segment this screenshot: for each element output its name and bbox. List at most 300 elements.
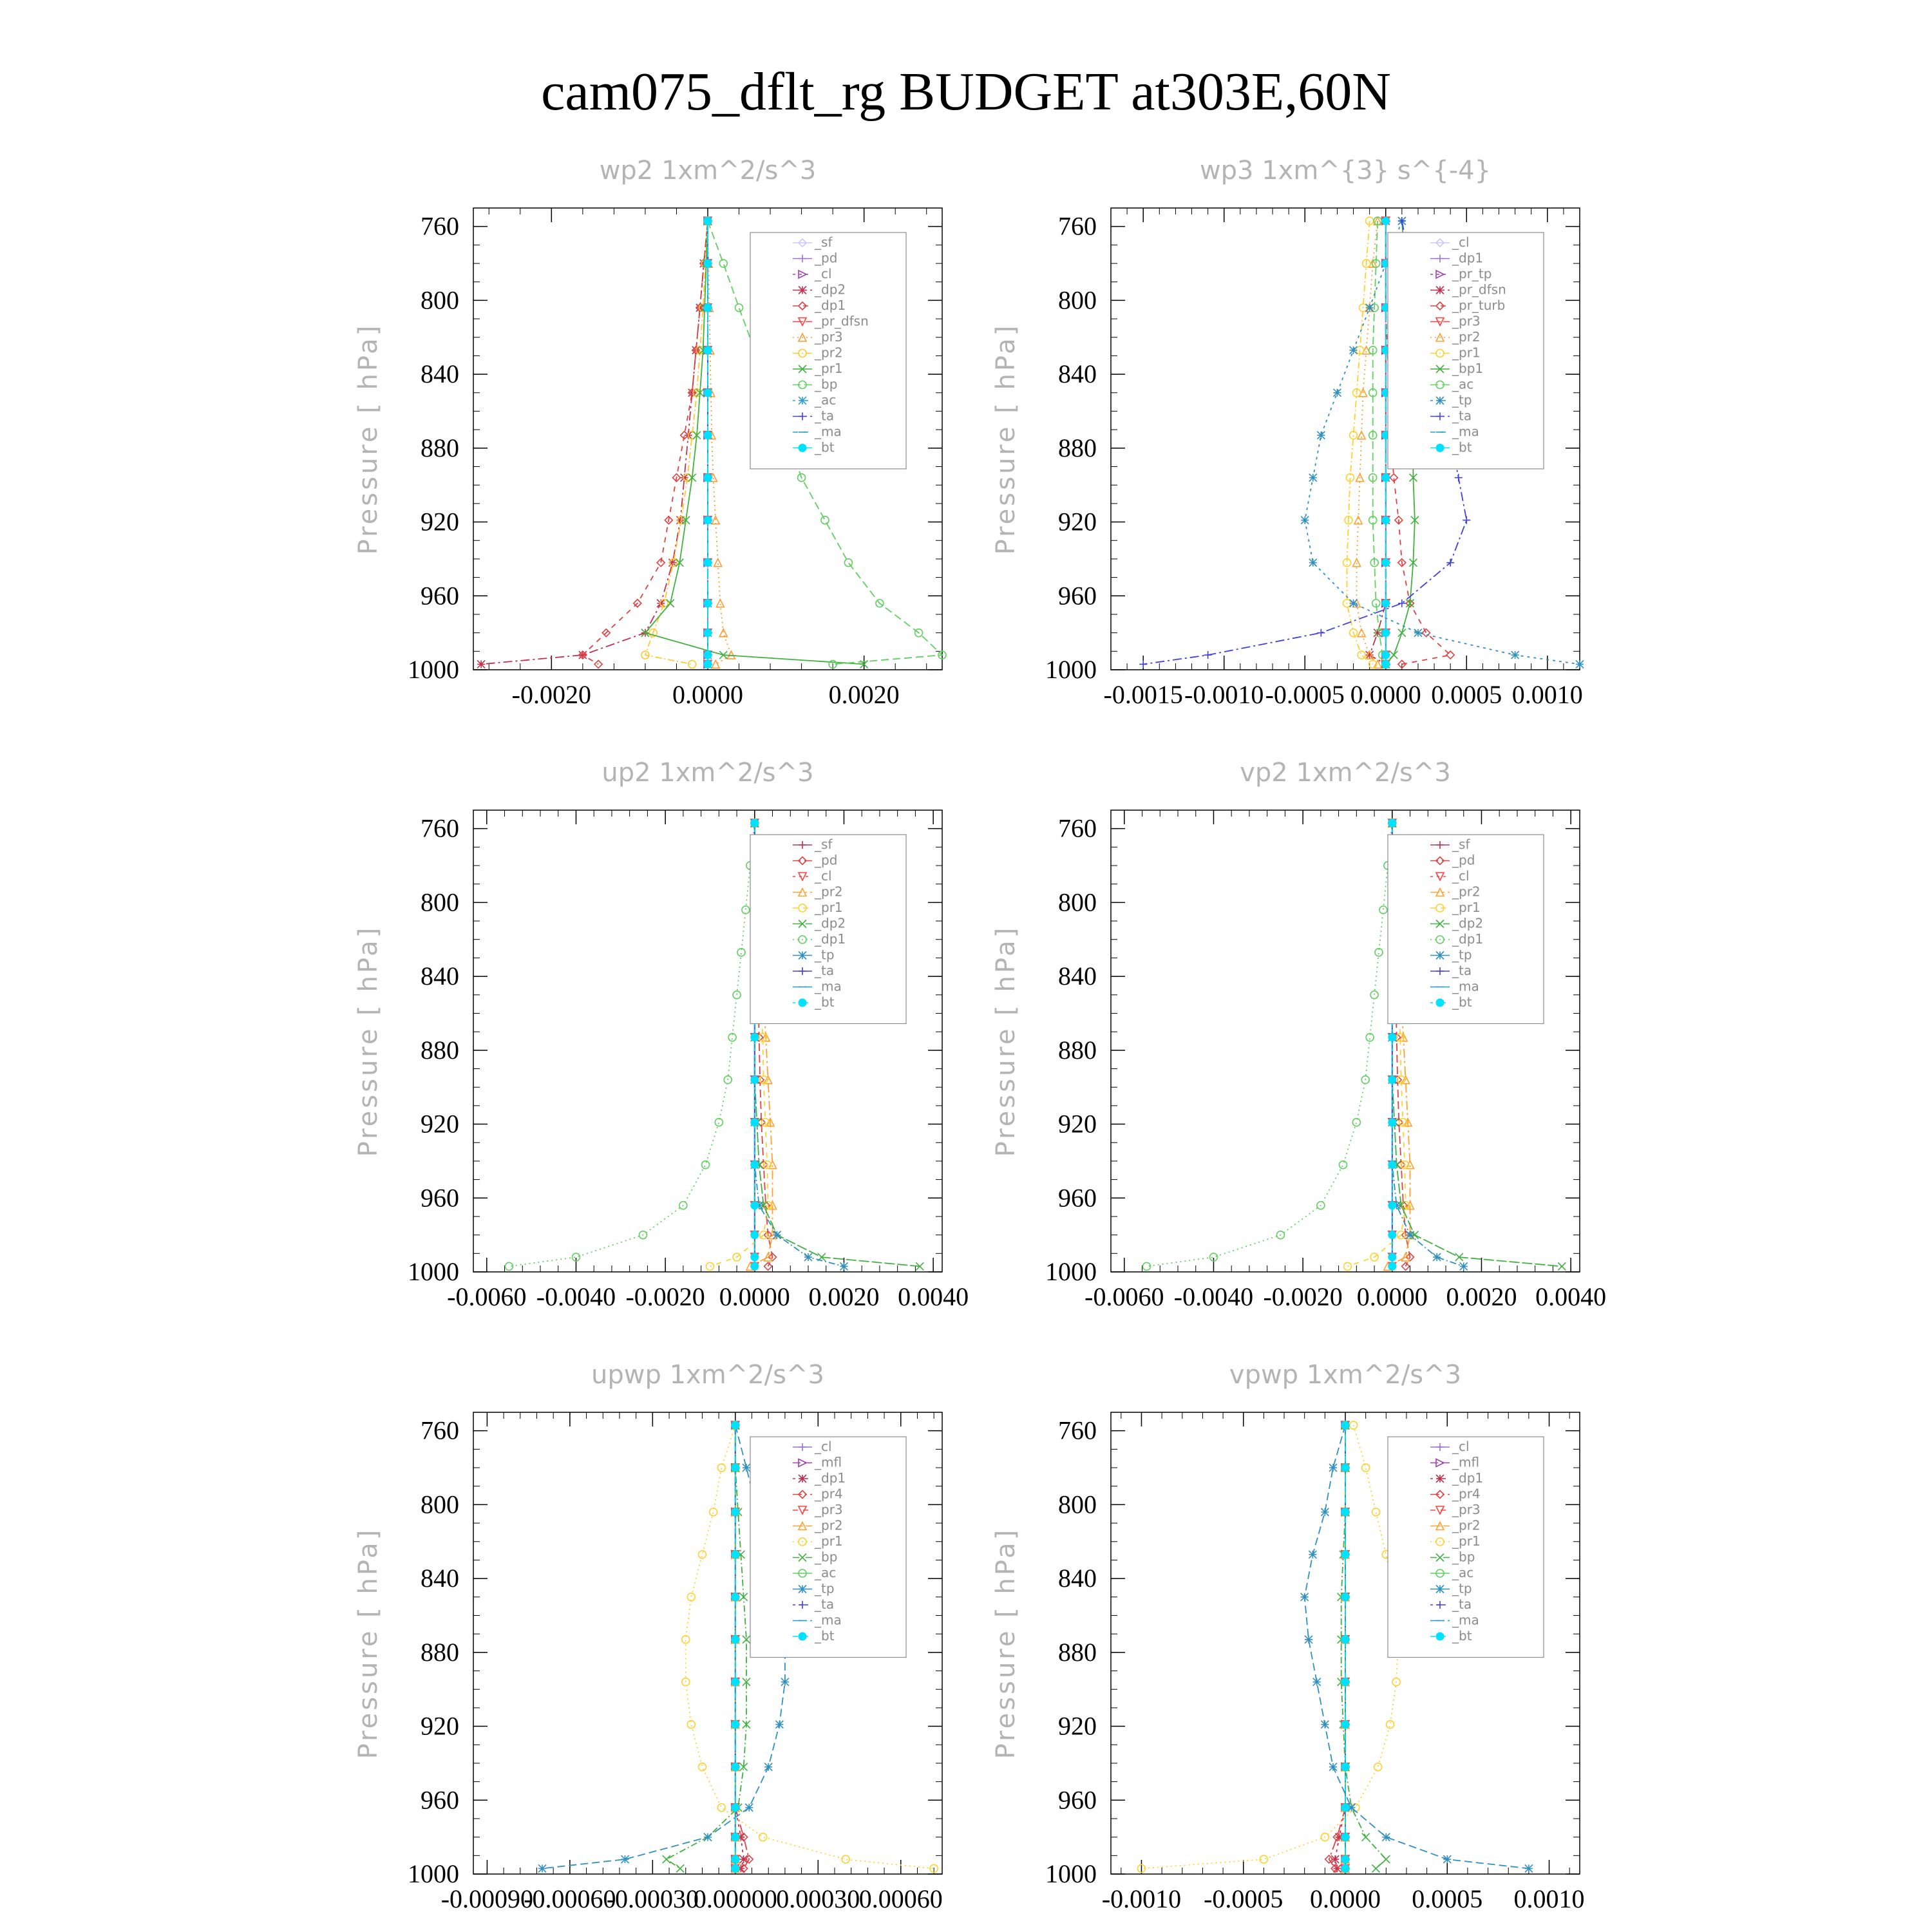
legend-label: _pr_tp (1452, 266, 1492, 281)
y-tick-label: 880 (421, 433, 459, 462)
data-point (712, 516, 719, 524)
data-point (1352, 1119, 1360, 1126)
legend (1388, 1437, 1544, 1658)
legend (1388, 232, 1544, 469)
data-point (1333, 389, 1341, 397)
legend-label: _bt (815, 439, 835, 455)
data-point (704, 559, 712, 567)
legend-label: _pr_turb (1452, 298, 1506, 313)
data-point (1388, 1231, 1396, 1239)
x-tick-label: 0.0000 (1350, 680, 1421, 709)
legend-label: _bt (1452, 994, 1472, 1010)
x-tick-label: 0.0005 (1412, 1884, 1483, 1913)
series-line (481, 221, 708, 664)
data-point (1329, 1763, 1337, 1771)
chart-panel-wp3 (991, 156, 1584, 709)
data-point (704, 600, 712, 607)
x-tick-label: 0.00060 (858, 1884, 943, 1913)
chart-panel-vpwp (991, 1360, 1585, 1913)
x-tick-label: -0.0020 (511, 680, 591, 709)
data-point (1317, 629, 1325, 637)
x-tick-label: 0.0000 (1356, 1282, 1428, 1311)
data-point (1388, 1034, 1396, 1041)
y-tick-label: 880 (1058, 1637, 1097, 1667)
data-point (1388, 1119, 1396, 1126)
legend-marker (1436, 287, 1444, 294)
y-tick-label: 760 (421, 1416, 459, 1445)
y-tick-label: 960 (1058, 1785, 1097, 1815)
legend-label: _ta (815, 1596, 835, 1612)
data-point (745, 1804, 753, 1812)
chart-panel-vp2 (991, 758, 1606, 1311)
legend-label: _ma (1452, 1612, 1479, 1628)
data-point (1341, 1804, 1349, 1812)
data-point (751, 1262, 759, 1270)
data-point (840, 1262, 848, 1270)
legend-label: _ma (1452, 424, 1479, 439)
legend-label: _cl (815, 1439, 832, 1454)
legend-label: _ac (815, 392, 837, 408)
data-point (702, 1161, 710, 1169)
data-point (477, 660, 485, 668)
data-point (704, 389, 712, 397)
data-point (740, 1855, 748, 1863)
y-tick-label: 1000 (408, 1257, 459, 1286)
x-tick-label: -0.0040 (536, 1282, 616, 1311)
data-point (704, 1833, 712, 1841)
data-point (704, 516, 712, 524)
legend-label: _bp (815, 376, 838, 392)
legend-label: _cl (1452, 1439, 1470, 1454)
x-tick-label: 0.0005 (1431, 680, 1502, 709)
x-tick-label: 0.00000 (693, 1884, 777, 1913)
data-point (844, 559, 852, 567)
series-line (645, 221, 708, 664)
legend-label: _bt (1452, 1628, 1472, 1643)
x-tick-label: 0.0010 (1511, 680, 1583, 709)
figure-title: cam075_dflt_rg BUDGET at303E,60N (541, 62, 1391, 122)
legend-marker (1436, 444, 1444, 452)
data-point (764, 1763, 772, 1771)
data-point (804, 1253, 812, 1261)
data-point (663, 1855, 670, 1863)
legend-label: _tp (1452, 1580, 1472, 1596)
data-point (1414, 629, 1422, 637)
series-line (708, 221, 731, 664)
x-tick-label: 0.0020 (1446, 1282, 1517, 1311)
data-point (1388, 819, 1396, 827)
y-tick-label: 800 (421, 887, 459, 917)
legend-label: _dp2 (1452, 915, 1484, 931)
data-point (735, 304, 743, 312)
y-tick-label: 760 (1058, 813, 1097, 843)
series-line (1347, 221, 1373, 664)
data-point (781, 1678, 789, 1686)
data-point (1341, 1421, 1349, 1429)
legend-label: _dp1 (1452, 931, 1484, 947)
y-tick-label: 920 (1058, 1109, 1097, 1139)
legend-label: _dp1 (815, 931, 846, 947)
x-tick-label: -0.0005 (1204, 1884, 1283, 1913)
y-tick-label: 760 (421, 211, 459, 241)
legend-label: _pr3 (815, 1502, 843, 1517)
legend-label: _pr2 (1452, 329, 1481, 345)
x-tick-label: -0.0060 (1084, 1282, 1164, 1311)
legend-label: _mfl (1452, 1454, 1480, 1470)
series-dp2 (477, 217, 712, 668)
series-dp1 (505, 819, 758, 1270)
data-point (1398, 600, 1406, 607)
panels (354, 156, 1606, 1913)
data-point (704, 260, 712, 267)
data-point (1382, 474, 1390, 482)
data-point (682, 1678, 690, 1686)
y-tick-label: 960 (1058, 581, 1097, 611)
data-point (719, 629, 727, 637)
data-point (1350, 1421, 1358, 1429)
legend-label: _ac (815, 1565, 837, 1580)
data-point (1388, 1161, 1396, 1169)
legend-label: _cl (815, 868, 832, 884)
legend-label: _pr2 (815, 1517, 843, 1533)
x-tick-label: 0.00030 (776, 1884, 860, 1913)
x-tick-label: -0.0010 (1184, 680, 1264, 709)
series-pr1 (1137, 1421, 1402, 1872)
data-point (687, 1593, 695, 1601)
data-point (538, 1864, 546, 1872)
y-tick-label: 840 (1058, 961, 1097, 991)
data-point (742, 906, 750, 914)
series-line (542, 1425, 785, 1868)
panel-title: wp2 1xm^2/s^3 (599, 156, 817, 185)
data-point (1341, 1721, 1349, 1728)
data-point (751, 1119, 759, 1126)
data-point (732, 1593, 739, 1601)
legend-label: _pr1 (1452, 1533, 1481, 1549)
legend-label: _dp1 (815, 298, 846, 313)
legend-label: _ta (1452, 408, 1472, 424)
data-point (715, 1119, 723, 1126)
legend-marker (799, 1475, 806, 1482)
y-axis-label: Pressure [ hPa] (991, 323, 1021, 555)
x-tick-label: -0.00030 (606, 1884, 699, 1913)
y-tick-label: 760 (1058, 1416, 1097, 1445)
legend-marker (799, 287, 806, 294)
data-point (1362, 1833, 1370, 1841)
data-point (1341, 1763, 1349, 1771)
data-point (1382, 629, 1390, 637)
legend-label: _ma (1452, 978, 1479, 994)
data-point (1301, 516, 1309, 524)
data-point (1370, 991, 1378, 999)
series-line (1147, 823, 1392, 1266)
data-point (751, 1231, 759, 1239)
legend (750, 1437, 906, 1658)
legend-label: _pr4 (815, 1486, 843, 1502)
panel-title: up2 1xm^2/s^3 (601, 758, 814, 788)
legend-label: _pr2 (815, 345, 843, 361)
panel-title: vp2 1xm^2/s^3 (1240, 758, 1451, 788)
data-point (1341, 1464, 1349, 1472)
y-tick-label: 1000 (408, 1859, 459, 1888)
data-point (732, 1864, 739, 1872)
legend-label: _bp1 (1452, 361, 1484, 376)
y-tick-label: 1000 (1045, 655, 1097, 684)
data-point (704, 431, 712, 439)
data-point (1576, 660, 1584, 668)
y-tick-label: 960 (421, 581, 459, 611)
data-point (1388, 1202, 1396, 1209)
data-point (1313, 1678, 1321, 1686)
data-point (751, 1034, 759, 1041)
data-point (698, 1551, 706, 1558)
series-pr2 (1353, 217, 1382, 668)
series-dp1 (1142, 819, 1396, 1270)
x-tick-label: 0.0000 (719, 1282, 790, 1311)
legend-marker (1436, 397, 1444, 404)
legend-marker (1436, 1475, 1444, 1482)
legend-label: _pr1 (1452, 345, 1481, 361)
legend-label: _ma (815, 424, 842, 439)
data-point (1525, 1864, 1533, 1872)
data-point (1382, 516, 1390, 524)
data-point (1382, 600, 1390, 607)
y-axis-label: Pressure [ hPa] (991, 925, 1021, 1157)
legend-label: _bt (815, 1628, 835, 1643)
data-point (821, 516, 829, 524)
legend-marker (799, 1633, 806, 1640)
x-tick-label: 0.0020 (828, 680, 900, 709)
y-axis-label: Pressure [ hPa] (354, 1527, 383, 1759)
legend-label: _pd (815, 250, 838, 266)
legend-label: _pr1 (815, 900, 843, 915)
data-point (704, 217, 712, 225)
data-point (732, 1421, 739, 1429)
data-point (712, 660, 719, 668)
y-tick-label: 840 (421, 961, 459, 991)
legend-label: _cl (1452, 234, 1470, 250)
data-point (751, 1202, 759, 1209)
data-point (1390, 651, 1397, 659)
data-point (704, 660, 712, 668)
data-point (1382, 217, 1390, 225)
legend (750, 835, 906, 1024)
y-tick-label: 880 (421, 1637, 459, 1667)
legend-marker (799, 397, 806, 404)
x-tick-label: -0.0020 (625, 1282, 705, 1311)
series-line (1373, 221, 1386, 664)
series-line (1370, 221, 1386, 664)
series-line (583, 221, 708, 664)
y-tick-label: 840 (1058, 359, 1097, 389)
data-point (704, 346, 712, 354)
data-point (1388, 1076, 1396, 1084)
data-point (1309, 559, 1317, 567)
legend-label: _tp (1452, 392, 1472, 408)
y-axis-label: Pressure [ hPa] (354, 323, 383, 555)
x-tick-label: 0.0040 (1535, 1282, 1607, 1311)
data-point (1388, 1253, 1396, 1261)
legend-label: _ma (815, 1612, 842, 1628)
data-point (732, 1636, 739, 1643)
legend-label: _pr3 (1452, 1502, 1481, 1517)
x-tick-label: -0.0040 (1173, 1282, 1254, 1311)
y-tick-label: 1000 (1045, 1859, 1097, 1888)
legend-label: _pr_dfsn (815, 313, 869, 329)
y-tick-label: 880 (1058, 433, 1097, 462)
data-point (1406, 1231, 1414, 1239)
x-tick-label: 0.0000 (672, 680, 743, 709)
x-tick-label: -0.0015 (1103, 680, 1183, 709)
y-tick-label: 1000 (1045, 1257, 1097, 1286)
data-point (682, 1636, 690, 1643)
legend-label: _ac (1452, 1565, 1474, 1580)
series-pr2 (641, 217, 712, 668)
legend-label: _tp (815, 1580, 835, 1596)
data-point (1341, 1855, 1349, 1863)
data-point (732, 1763, 739, 1771)
data-point (759, 1833, 767, 1841)
data-point (1382, 651, 1390, 659)
legend-marker (799, 952, 806, 960)
data-point (1358, 651, 1365, 659)
series-line (1335, 1425, 1345, 1868)
data-point (676, 1864, 684, 1872)
data-point (751, 1253, 759, 1261)
legend-marker (1436, 1633, 1444, 1640)
legend (750, 232, 906, 469)
data-point (704, 629, 712, 637)
x-tick-label: -0.00060 (524, 1884, 616, 1913)
legend-label: _sf (1452, 837, 1470, 852)
y-tick-label: 800 (1058, 1490, 1097, 1519)
legend-label: _tp (1452, 947, 1472, 963)
data-point (717, 1464, 725, 1472)
panel-title: vpwp 1xm^2/s^3 (1229, 1360, 1462, 1390)
data-point (1558, 1262, 1566, 1270)
y-tick-label: 760 (421, 813, 459, 843)
data-point (1511, 651, 1519, 659)
legend-label: _dp2 (815, 915, 846, 931)
data-point (1321, 1508, 1329, 1516)
legend-label: _pd (815, 852, 838, 868)
data-point (751, 1076, 759, 1084)
data-point (773, 1231, 781, 1239)
legend-marker (799, 999, 806, 1007)
legend-marker (1436, 1586, 1444, 1593)
legend-label: _pr3 (1452, 313, 1481, 329)
data-point (1372, 1864, 1379, 1872)
x-tick-label: 0.0010 (1513, 1884, 1585, 1913)
data-point (1309, 1551, 1316, 1558)
legend-label: _sf (815, 234, 833, 250)
data-point (1398, 629, 1406, 637)
legend-label: _ac (1452, 376, 1474, 392)
x-tick-label: -0.00090 (440, 1884, 534, 1913)
panel-title: upwp 1xm^2/s^3 (591, 1360, 824, 1390)
legend-label: _tp (815, 947, 835, 963)
data-point (732, 1721, 739, 1728)
data-point (1341, 1864, 1349, 1872)
legend-marker (1436, 952, 1444, 960)
data-point (1379, 906, 1387, 914)
legend (1388, 835, 1544, 1024)
data-point (1372, 1508, 1379, 1516)
data-point (751, 1161, 759, 1169)
legend-marker (799, 1586, 806, 1593)
legend-label: _pr3 (815, 329, 843, 345)
data-point (1350, 600, 1358, 607)
legend-label: _bt (1452, 439, 1472, 455)
y-tick-label: 800 (421, 285, 459, 315)
x-tick-label: -0.0010 (1101, 1884, 1182, 1913)
legend-label: _pr2 (1452, 884, 1481, 900)
legend-marker (799, 444, 806, 452)
data-point (1341, 1636, 1349, 1643)
x-tick-label: 0.0020 (808, 1282, 880, 1311)
data-point (1350, 346, 1358, 354)
series-line (1142, 1425, 1399, 1868)
x-tick-label: -0.0005 (1265, 680, 1345, 709)
legend-label: _mfl (815, 1454, 842, 1470)
chart-panel-wp2 (354, 156, 946, 709)
y-tick-label: 960 (421, 1785, 459, 1815)
data-point (1341, 1678, 1349, 1686)
legend-marker (1436, 999, 1444, 1007)
data-point (704, 651, 712, 659)
data-point (1343, 1262, 1351, 1270)
chart-panel-up2 (354, 758, 969, 1311)
legend-label: _dp1 (815, 1470, 846, 1486)
y-tick-label: 960 (421, 1183, 459, 1213)
y-tick-label: 920 (421, 1711, 459, 1741)
data-point (1321, 1721, 1329, 1728)
legend-label: _dp1 (1452, 250, 1484, 266)
legend-label: _pr4 (1452, 1486, 1481, 1502)
y-tick-label: 840 (421, 1564, 459, 1593)
y-tick-label: 920 (1058, 1711, 1097, 1741)
legend-label: _ta (1452, 1596, 1472, 1612)
data-point (1374, 1763, 1382, 1771)
x-tick-label: -0.0020 (1263, 1282, 1343, 1311)
data-point (732, 1855, 739, 1863)
legend-label: _bp (815, 1549, 838, 1565)
y-tick-label: 920 (421, 1109, 459, 1139)
data-point (732, 1508, 739, 1516)
data-point (775, 1721, 783, 1728)
data-point (1341, 1833, 1349, 1841)
data-point (1329, 1464, 1337, 1472)
data-point (594, 660, 602, 668)
data-point (733, 991, 741, 999)
x-tick-label: -0.0060 (447, 1282, 527, 1311)
data-point (1382, 1855, 1390, 1863)
y-tick-label: 880 (1058, 1035, 1097, 1065)
legend-label: _ta (1452, 963, 1472, 978)
legend-label: _bt (815, 994, 835, 1010)
x-tick-label: 0.0040 (898, 1282, 969, 1311)
y-tick-label: 840 (421, 359, 459, 389)
data-point (1366, 304, 1374, 312)
legend-label: _pr1 (1452, 900, 1481, 915)
data-point (732, 1804, 739, 1812)
data-point (717, 1804, 725, 1812)
legend-label: _sf (815, 837, 833, 852)
data-point (1362, 1464, 1370, 1472)
data-point (1301, 1593, 1309, 1601)
legend-label: _ta (815, 963, 835, 978)
data-point (732, 1678, 739, 1686)
